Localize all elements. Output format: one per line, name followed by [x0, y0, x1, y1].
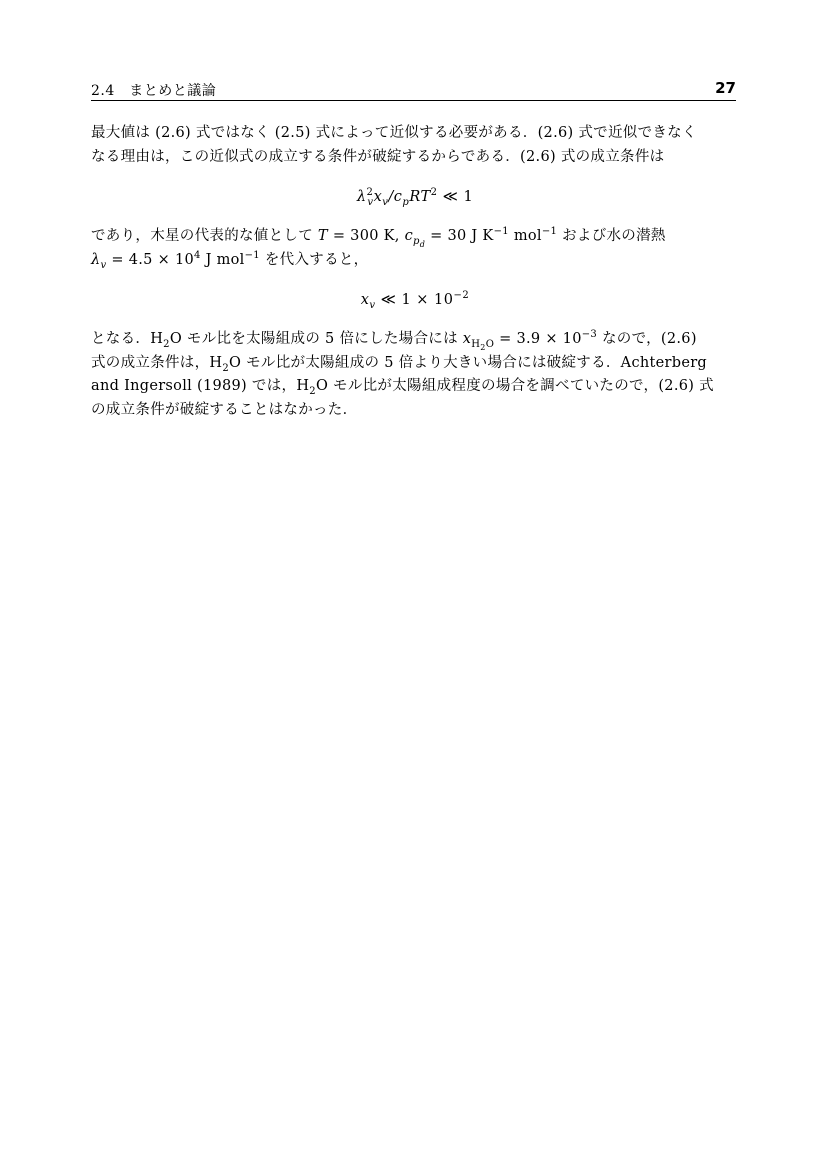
p2-text-f: mol: [508, 228, 542, 244]
p3-l3-a: and Ingersoll (1989) では，H: [91, 378, 310, 394]
p2-lambda: λ: [91, 251, 101, 268]
paragraph-3-line-3: [91, 375, 739, 399]
eq2-relation: ≪ 1 × 10: [375, 292, 454, 308]
paragraph-3-line-4: の成立条件が破綻することはなかった．: [91, 401, 358, 418]
page-body: [91, 122, 739, 422]
eq1-cp: /c: [388, 189, 403, 205]
p3-l1-c: = 3.9 × 10: [494, 331, 582, 347]
p2-var-c: c: [404, 228, 414, 244]
p2-sup-2: −1: [541, 226, 558, 238]
p3-l1-b: O モル比を太陽組成の 5 倍にした場合には: [169, 331, 463, 347]
eq1-rt: RT: [409, 189, 431, 205]
p2-text-e: = 30 J K: [425, 228, 494, 244]
p2-sub-p: p: [413, 235, 420, 247]
equation-mixing-ratio: [91, 272, 739, 328]
eq1-x: x: [373, 189, 383, 205]
eq1-sub-a: v: [367, 196, 374, 208]
p2-text-l2b: J mol: [200, 251, 245, 268]
p3-l1-sup: −3: [581, 329, 598, 341]
p2-var-t: T: [317, 228, 328, 244]
p3-l2-sub2: 2: [222, 362, 230, 374]
p2-text-l2c: を代入すると，: [259, 251, 369, 268]
p2-text-l2a: = 4.5 × 10: [106, 251, 194, 268]
p2-text-g: および水の潜熱: [557, 228, 666, 244]
p3-l3-sub2: 2: [309, 385, 316, 397]
p2-sup-1: −1: [493, 226, 509, 238]
p3-l1-sub2: 2: [163, 338, 170, 350]
eq2-sub: v: [369, 299, 376, 311]
p2-sup-l2: −1: [244, 249, 260, 261]
eq1-sub-c: p: [402, 196, 410, 208]
eq2-sup: −2: [453, 290, 470, 302]
eq1-relation: ≪ 1: [437, 189, 474, 205]
paragraph-2-line-2: [91, 249, 739, 273]
paragraph-1-line-1: 最大値は (2.6) 式ではなく (2.5) 式によって近似する必要がある．(2.6) 式で近似できなく: [91, 125, 697, 141]
paragraph-1-line-2: なる理由は，この近似式の成立する条件が破綻するからである．(2.6) 式の成立条件は: [91, 148, 665, 165]
paragraph-2-line-1: [91, 225, 739, 249]
eq1-sup-a: 2: [366, 187, 374, 199]
page-number: 27: [715, 79, 736, 97]
section-title: 2.4 まとめと議論: [91, 83, 217, 99]
p2-sub-v: v: [100, 259, 107, 271]
p3-l1-x: x: [462, 331, 472, 347]
eq2-x: x: [360, 292, 370, 308]
p3-l2-b: O モル比が太陽組成の 5 倍より大きい場合には破綻する．Achterberg: [229, 354, 708, 371]
p3-l1-o: O: [485, 338, 495, 350]
p2-text-b: = 300 K,: [327, 228, 405, 244]
p3-l3-b: O モル比が太陽組成程度の場合を調べていたので，(2.6) 式: [315, 378, 714, 394]
paragraph-3-line-2: [91, 352, 739, 376]
p2-sup-4: 4: [194, 249, 201, 261]
p3-l1-h2: 2: [480, 342, 486, 352]
equation-condition: [91, 169, 739, 225]
eq1-sub-b: v: [382, 196, 389, 208]
eq1-lambda: λ: [356, 189, 367, 205]
p3-l1-d: なので，(2.6): [597, 331, 697, 347]
paragraph-3-line-1: [91, 328, 739, 352]
p3-l2-a: 式の成立条件は，H: [91, 354, 223, 371]
p3-l1-h: H: [471, 338, 481, 350]
running-header: [91, 80, 736, 101]
p2-text-a: であり，木星の代表的な値として: [91, 228, 318, 244]
p3-l1-a: となる．H: [91, 331, 164, 347]
eq1-sup-d: 2: [430, 187, 438, 199]
p2-sub-d: d: [419, 239, 426, 249]
